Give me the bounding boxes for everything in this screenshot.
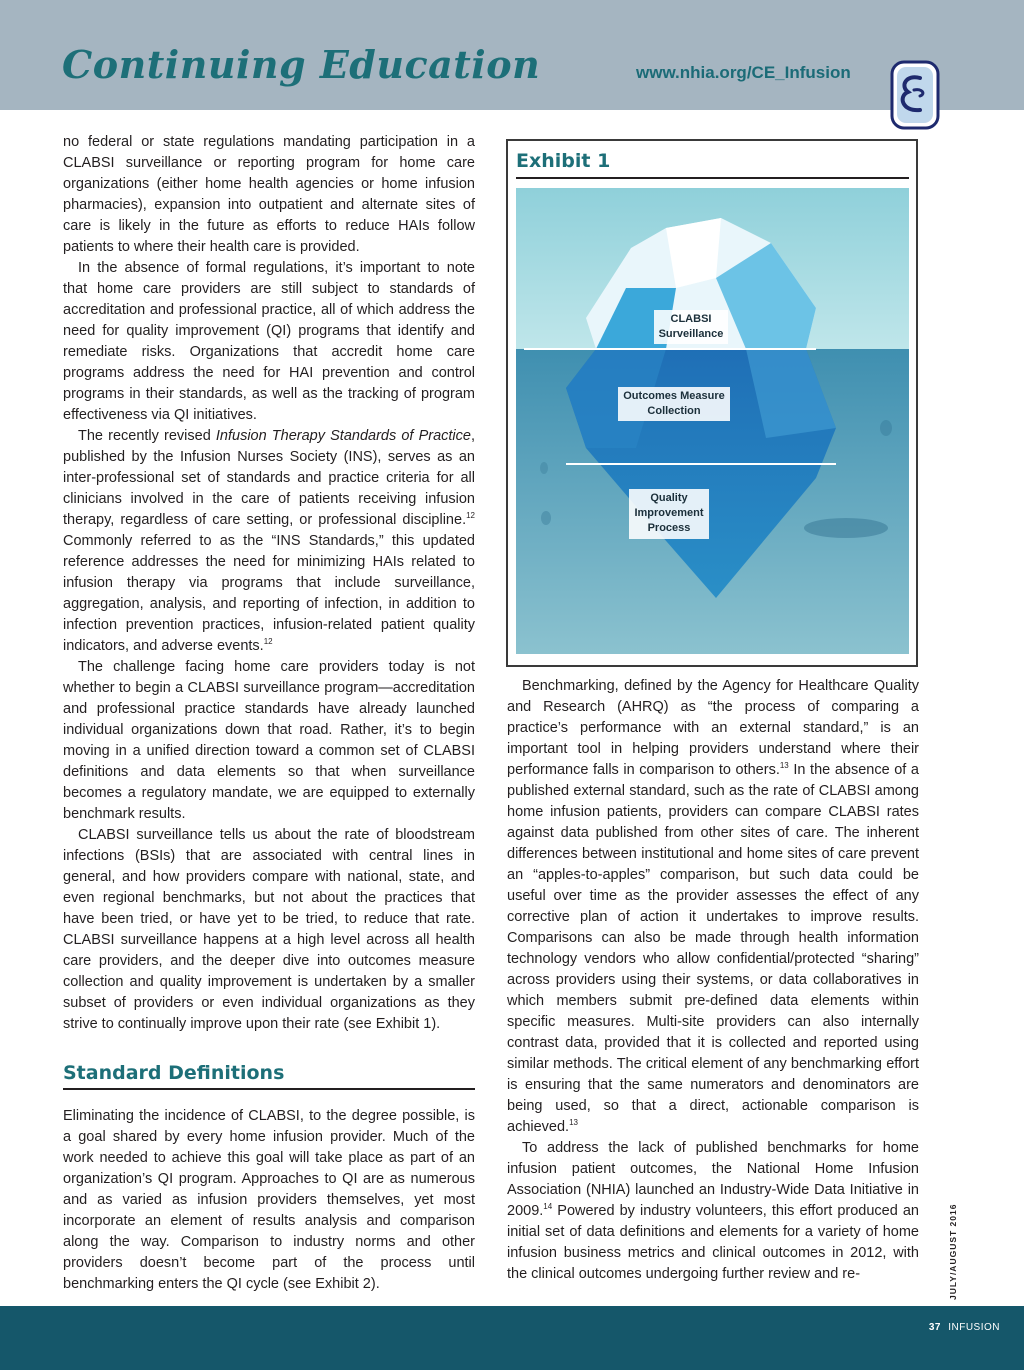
left-paragraph-2: In the absence of formal regulations, it’s important to note that home care providers are still subject to standards of accreditation and professional practice, all of which address the need for quality improvement (QI) programs that identify and remediate risks. Organizations that accredit home care programs address the need for HAI prevention and control programs in their standards, as well as the tracking of program effectiveness via QI initiatives.: [63, 260, 475, 423]
exhibit-title: Exhibit 1: [516, 150, 611, 172]
left-column: [63, 132, 475, 1295]
label-line: Quality: [650, 492, 688, 504]
label-clabsi-surveillance: [654, 310, 728, 344]
iceberg-illustration: [516, 188, 909, 654]
issue-date: JULY/AUGUST 2016: [948, 1203, 958, 1300]
label-line: CLABSI: [670, 313, 712, 325]
right-column: [507, 676, 919, 1285]
site-url-link[interactable]: www.nhia.org/CE_Infusion: [636, 63, 851, 82]
left-paragraph-3: [63, 426, 475, 657]
text-span: Powered by industry volunteers, this effort produced an initial set of data definitions and elements for a variety of home infusion business metrics and clinical outcomes in 2012, with the clinical outcomes undergoing further review and re-: [507, 1203, 919, 1282]
text-span: To address the lack of published benchmarks for home infusion patient outcomes, the National Home Infusion Association (NHIA) launched an Industry-Wide Data Initiative in 2009.: [507, 1140, 919, 1219]
label-line: Surveillance: [658, 328, 724, 340]
section-heading: Standard Definitions: [63, 1063, 475, 1090]
label-quality-improvement: [629, 489, 709, 539]
brand-title: Continuing Education: [62, 42, 541, 87]
text-span: , published by the Infusion Nurses Society (INS), serves as an inter-professional set of standards and practice criteria for all clinicians involved in the care of patients receiving infusion therapy, regardless of care setting, or professional discipline.: [63, 428, 475, 528]
page-header: [0, 0, 1024, 110]
right-paragraph-1: [507, 676, 919, 1138]
exhibit-figure: [506, 139, 918, 667]
label-outcomes-measure: [618, 387, 730, 421]
reference-marker: 13: [779, 761, 789, 771]
text-span: In the absence of a published external standard, such as the rate of CLABSI among home infusion patients, providers can compare CLABSI rates against data published from other sites of care. The inherent differences between institutional and home sites of care prevent an “apples-to-apples” comparison, but such data could be useful over time as the provider assesses the effect of any corrective plan of action it undertakes to improve results. Comparisons can also be made through health information technology vendors who allow confidential/protected “sharing” across providers using their systems, or data collaboratives in which members submit pre-defined data elements within specific measures. Multi-site providers can also internally contrast data, provided that it is collected and reported using similar methods. The critical element of any benchmarking effort is ensuring that the same numerators and denominators are being used, so that a direct, actionable comparison is achieved.: [507, 762, 919, 1135]
label-line: Improvement: [634, 507, 704, 519]
left-paragraph-5: CLABSI surveillance tells us about the rate of bloodstream infections (BSIs) that are associated with central lines in general, and how providers compare with national, state, and even regional benchmarks, but not about the practices that have been tried, or have yet to be tried, to reduce that rate. CLABSI surveillance happens at a high level across all health care providers, and the deeper dive into outcomes measure collection and quality improvement is undertaken by a smaller subset of providers or even individual organizations as they strive to continually improve upon their rate (see Exhibit 1).: [63, 827, 475, 1032]
text-span: The recently revised: [78, 428, 216, 444]
reference-marker: 12: [466, 511, 475, 521]
ce-badge-icon: [890, 60, 940, 130]
text-span: Benchmarking, defined by the Agency for Healthcare Quality and Research (AHRQ) as “the process of comparing a practice’s performance with an external standard,” is an important tool in helping providers understand where their performance falls in comparison to others.: [507, 678, 919, 778]
label-line: Collection: [647, 405, 701, 417]
label-line: Process: [647, 522, 691, 534]
text-span: Commonly referred to as the “INS Standards,” this updated reference addresses the need for minimizing HAIs related to infusion therapy via programs that include surveillance, aggregation, analysis, and reporting of infection, in addition to infection prevention practices, infusion-related patient quality indicators, and adverse events.: [63, 533, 475, 654]
left-paragraph-1: no federal or state regulations mandating participation in a CLABSI surveillance or reporting program for home care organizations (either home health agencies or home infusion pharmacies), expansion into outpatient and alternate sites of care is likely in the future as efforts to reduce HAIs follow patients to where their health care is provided.: [63, 134, 475, 255]
right-paragraph-2: [507, 1138, 919, 1285]
exhibit-divider: [516, 177, 909, 179]
standards-title: Infusion Therapy Standards of Practice: [215, 428, 471, 444]
footer-label: [929, 1322, 1000, 1333]
label-line: Outcomes Measure: [623, 390, 725, 402]
reference-marker: 13: [569, 1118, 578, 1128]
publication-name: INFUSION: [948, 1322, 1000, 1333]
reference-marker: 14: [543, 1202, 553, 1212]
left-paragraph-6: Eliminating the incidence of CLABSI, to the degree possible, is a goal shared by every home infusion provider. Much of the work needed to achieve this goal will take place as part of an organization’s QI program. Approaches to QI are as numerous and as varied as infusion providers themselves, yet most incorporate an element of results analysis and comparison along the way. Comparison to industry norms and other providers doesn’t become part of the process until benchmarking enters the QI cycle (see Exhibit 2).: [63, 1108, 475, 1292]
page-number: 37: [928, 1322, 941, 1333]
page-footer: [0, 1306, 1024, 1370]
reference-marker: 12: [263, 637, 273, 647]
left-paragraph-4: The challenge facing home care providers today is not whether to begin a CLABSI surveillance program—accreditation and professional practice standards have already launched individual organizations down that road. Rather, it’s to begin moving in a unified direction toward a common set of CLABSI definitions and data elements so that when surveillance becomes a regulatory mandate, we are equipped to externally benchmark results.: [63, 659, 475, 822]
